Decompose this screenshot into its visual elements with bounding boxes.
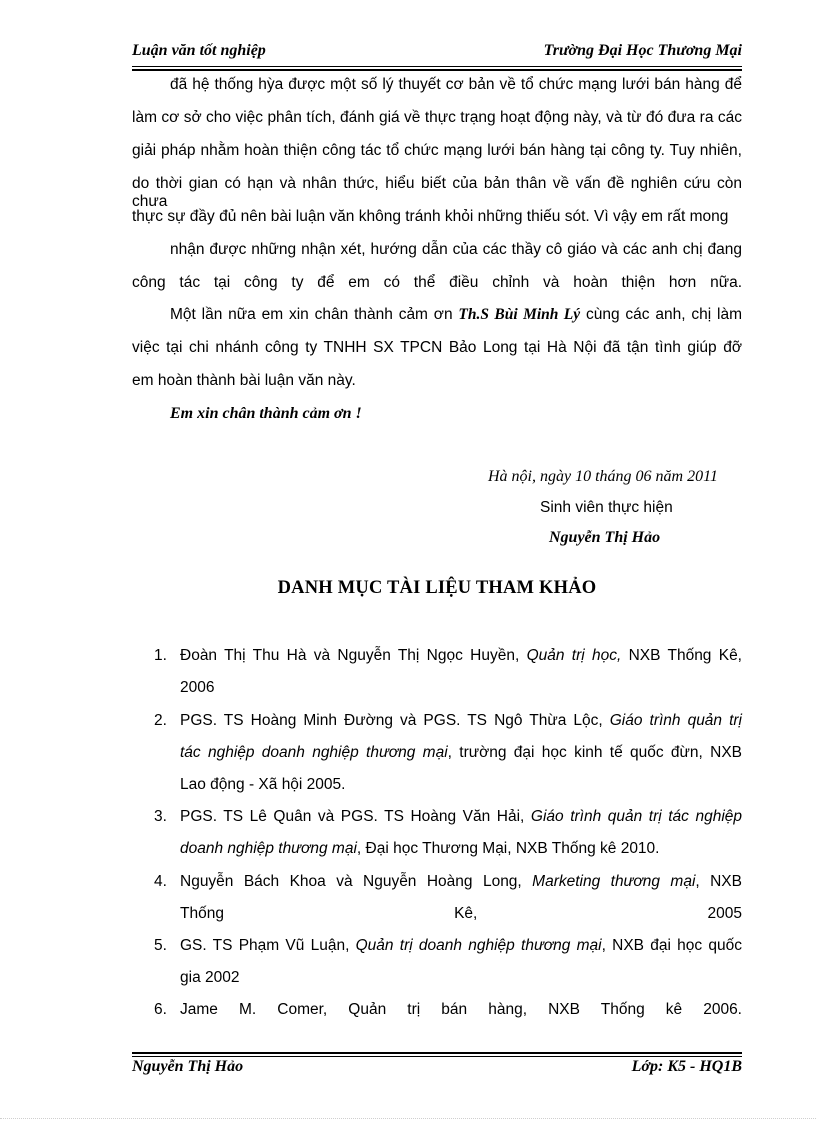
reference-title: Quản trị học,	[526, 647, 622, 664]
footer-right: Lớp: K5 - HQ1B	[631, 1058, 742, 1075]
page-header	[132, 42, 742, 64]
body-line: nhận được những nhận xét, hướng dẫn của các thầy cô giáo và các anh chị đang	[170, 241, 742, 258]
reference-line: Thống Kê, 2005	[180, 905, 742, 922]
references-title: DANH MỤC TÀI LIỆU THAM KHẢO	[277, 578, 597, 598]
closing-line: Em xin chân thành cảm ơn !	[170, 405, 362, 422]
body-line: đã hệ thống hỳa được một số lý thuyết cơ bản về tổ chức mạng lưới bán hàng để	[170, 76, 742, 93]
place-date: Hà nội, ngày 10 tháng 06 năm 2011	[488, 468, 718, 485]
reference-line: PGS. TS Lê Quân và PGS. TS Hoàng Văn Hải, Giáo trình quản trị tác nghiệp	[180, 808, 743, 825]
body-line: do thời gian có hạn và nhân thức, hiểu biết của bản thân về vấn đề nghiên cứu còn chưa	[132, 175, 742, 210]
reference-line: GS. TS Phạm Vũ Luận, Quản trị doanh nghiệp thương mại, NXB đại học quốc	[180, 937, 742, 954]
thanks-post: cùng các anh, chị làm	[580, 306, 742, 323]
reference-line: 2006	[180, 679, 215, 696]
reference-number: 3.	[154, 808, 167, 825]
body-line: làm cơ sở cho việc phân tích, đánh giá về thực trạng hoạt động này, và từ đó đưa ra các	[132, 109, 742, 126]
reference-title: Giáo trình quản trị tác nghiệp	[530, 808, 743, 825]
header-rule	[132, 66, 742, 71]
thanks-line-2: việc tại chi nhánh công ty TNHH SX TPCN Bảo Long tại Hà Nội đã tận tình giúp đỡ	[132, 339, 742, 356]
reference-number: 1.	[154, 647, 167, 664]
reference-line: doanh nghiệp thương mại, Đại học Thương Mại, NXB Thống kê 2010.	[180, 840, 660, 857]
reference-number: 4.	[154, 873, 167, 890]
reference-line: PGS. TS Hoàng Minh Đường và PGS. TS Ngô Thừa Lộc, Giáo trình quản trị	[180, 712, 743, 729]
body-line: thực sự đầy đủ nên bài luận văn không tránh khỏi những thiếu sót. Vì vậy em rất mong	[132, 208, 729, 225]
reference-line: Jame M. Comer, Quản trị bán hàng, NXB Thống kê 2006.	[180, 1001, 742, 1018]
footer-left: Nguyễn Thị Hảo	[132, 1058, 244, 1075]
page-edge	[0, 1118, 816, 1119]
footer-rule	[132, 1052, 742, 1057]
thanks-pre: Một lần nữa em xin chân thành cảm ơn	[170, 306, 459, 323]
signature-name: Nguyễn Thị Hảo	[549, 529, 661, 546]
reference-title: Marketing thương mại	[532, 873, 696, 890]
reference-line: Lao động - Xã hội 2005.	[180, 776, 346, 793]
reference-line: tác nghiệp doanh nghiệp thương mại, trường đại học kinh tế quốc đừn, NXB	[180, 744, 742, 761]
reference-line: gia 2002	[180, 969, 240, 986]
reference-title: doanh nghiệp thương mại	[180, 840, 357, 857]
reference-title: Quản trị doanh nghiệp thương mại	[355, 937, 602, 954]
advisor-name: Th.S Bùi Minh Lý	[458, 306, 581, 323]
header-left: Luận văn tốt nghiệp	[132, 42, 266, 59]
reference-title: tác nghiệp doanh nghiệp thương mại	[180, 744, 448, 761]
header-right: Trường Đại Học Thương Mại	[543, 42, 742, 59]
body-line: giải pháp nhằm hoàn thiện công tác tổ chức mạng lưới bán hàng tại công ty. Tuy nhiên,	[132, 142, 742, 159]
page-footer	[132, 1058, 742, 1080]
reference-line: Nguyễn Bách Khoa và Nguyễn Hoàng Long, Marketing thương mại, NXB	[180, 873, 742, 890]
reference-line: Đoàn Thị Thu Hà và Nguyễn Thị Ngọc Huyền, Quản trị học, NXB Thống Kê,	[180, 647, 742, 664]
thanks-line	[170, 306, 742, 324]
reference-number: 5.	[154, 937, 167, 954]
reference-number: 6.	[154, 1001, 167, 1018]
reference-title: Giáo trình quản trị	[609, 712, 743, 729]
reference-number: 2.	[154, 712, 167, 729]
signature-role: Sinh viên thực hiện	[540, 499, 673, 516]
thanks-line-3: em hoàn thành bài luận văn này.	[132, 372, 356, 389]
body-line: công tác tại công ty để em có thể điều chỉnh và hoàn thiện hơn nữa.	[132, 274, 742, 291]
